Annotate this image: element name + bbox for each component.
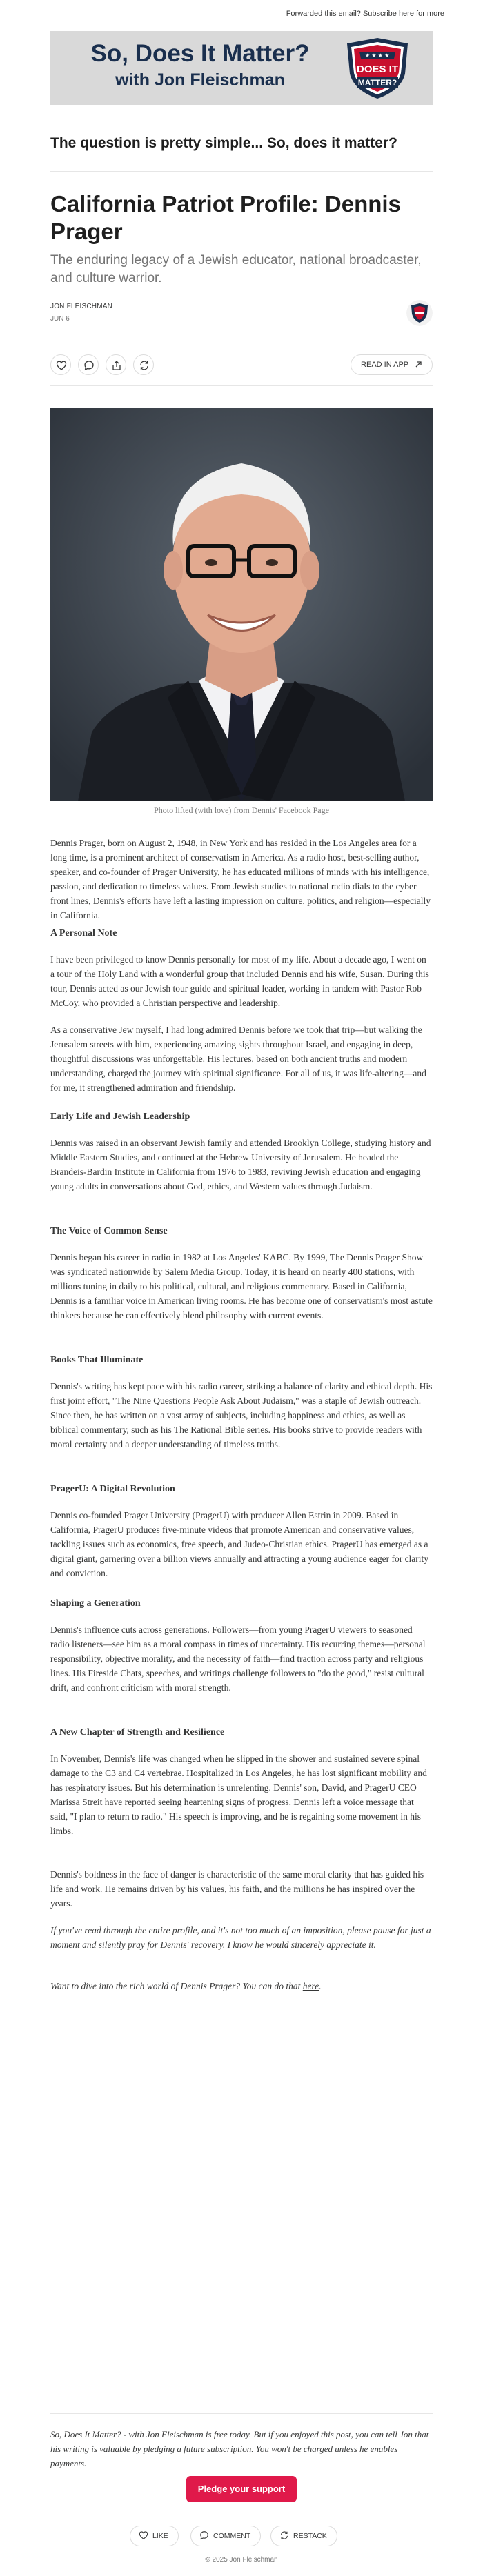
- post-date: JUN 6: [50, 315, 70, 323]
- heart-icon: [139, 2530, 148, 2540]
- section-heading-prageru: PragerU: A Digital Revolution: [50, 1484, 175, 1494]
- read-in-app-label: READ IN APP: [361, 361, 408, 369]
- forwarded-notice: [286, 10, 444, 18]
- personal-paragraph-1: I have been privileged to know Dennis personally for most of my life. About a decade ago, I went on a tour of the Holy Land with a wonderful group that included Dennis and his wife, Susan. During this tour, Dennis acted as our Jewish tour guide and spiritual leader, working in tandem with Pastor Rob McCoy, who provided a Christian perspective and leadership.: [50, 954, 429, 1008]
- heart-icon: [56, 360, 67, 371]
- books-paragraph: Dennis's writing has kept pace with his radio career, striking a balance of clarity and ethical depth. His first joint effort, "The Nine Questions People Ask About Judaism," was a staple of Jewish outreach. Since then, he has written on a vast array of subjects, including happiness and ethics, as well as biblical commentary, such as his The Rational Bible series. His books strive to provide readers with moral certainty and a deeper understanding of timeless truths.: [50, 1381, 433, 1449]
- comment-icon: [83, 360, 95, 371]
- restack-icon: [279, 2530, 289, 2540]
- restack-button[interactable]: [133, 354, 154, 375]
- post-actions-bar: [50, 345, 433, 386]
- post-title[interactable]: California Patriot Profile: Dennis Prager: [50, 191, 401, 244]
- subscribe-link[interactable]: Subscribe here: [362, 10, 414, 18]
- voice-paragraph: Dennis began his career in radio in 1982 at Los Angeles' KABC. By 1999, The Dennis Prager Show was syndicated nationwide by Salem Media Group. Today, it is heard on nearly 400 stations, with millions tuning in daily to his political, cultural, and religious commentary. Based in California, Dennis is a familiar voice in American living rooms. He has become one of conservatism's most astute thinkers because he can effectively blend philosophy with current events.: [50, 1252, 433, 1320]
- section-heading-generation: Shaping a Generation: [50, 1598, 141, 1609]
- section-heading-personal: A Personal Note: [50, 928, 117, 938]
- copyright-notice: © 2025 Jon Fleischman: [205, 2556, 278, 2564]
- new-chapter-paragraph-2: Dennis's boldness in the face of danger is characteristic of the same moral clarity that has guided his life and work. He remains driven by his values, his faith, and the millions he has inspired over the years.: [50, 1869, 424, 1909]
- divider: [50, 171, 433, 172]
- section-heading-books: Books That Illuminate: [50, 1355, 144, 1365]
- does-it-matter-logo-icon: [339, 35, 416, 101]
- dive-in-paragraph: Want to dive into the rich world of Dennis Prager? You can do that here.: [50, 1981, 322, 1991]
- banner-subtitle: with Jon Fleischman: [115, 70, 285, 90]
- badge-text-top: DOES IT: [356, 63, 399, 75]
- section-heading-early-life: Early Life and Jewish Leadership: [50, 1111, 190, 1122]
- early-life-paragraph: Dennis was raised in an observant Jewish family and attended Brooklyn College, studying history and Middle Eastern Studies, and continued at the Hebrew University of Jerusalem. He headed the Brandeis-Bardin Institute in California from 1976 to 1983, reviving Jewish education and engaging young adults in conversations about God, ethics, and Western values through Judaism.: [50, 1138, 431, 1191]
- dennis-prager-photo[interactable]: [50, 408, 433, 801]
- badge-text-bottom: MATTER?: [357, 78, 397, 88]
- dive-in-link[interactable]: here: [302, 1981, 319, 1991]
- restack-icon: [139, 360, 150, 371]
- external-arrow-icon: [415, 361, 422, 368]
- comment-button[interactable]: [78, 354, 99, 375]
- photo-caption: Photo lifted (with love) from Dennis' Facebook Page: [154, 805, 329, 815]
- post-author[interactable]: JON FLEISCHMAN: [50, 303, 113, 310]
- footer-divider: [50, 2413, 433, 2414]
- read-in-app-button[interactable]: [351, 354, 433, 375]
- forwarded-text: Forwarded this email?: [286, 10, 361, 18]
- prayer-request-paragraph: If you've read through the entire profile, and it's not too much of an imposition, please pause for just a moment and silently pray for Dennis' recovery. I know he would sincerely appreciate it.: [50, 1925, 431, 1950]
- forwarded-suffix: for more: [416, 10, 444, 18]
- publication-tagline: The question is pretty simple... So, does it matter?: [50, 135, 397, 151]
- avatar-logo-icon: [406, 300, 433, 326]
- dive-in-text: Want to dive into the rich world of Dennis Prager? You can do that: [50, 1981, 301, 1991]
- pledge-support-button[interactable]: Pledge your support: [186, 2476, 297, 2502]
- intro-paragraph: Dennis Prager, born on August 2, 1948, in New York and has resided in the Los Angeles area for a long time, is a prominent architect of conservatism in America. As a radio host, best-selling author, speaker, and co-founder of Prager University, he has educated millions of minds with his intelligence, passion, and dedication to timeless values. From Jewish studies to national radio dials to the cyber front lines, Dennis's efforts have left a lasting impression on culture, politics, and religion—especially in California.: [50, 838, 431, 920]
- post-subtitle: The enduring legacy of a Jewish educator, national broadcaster, and culture warrior.: [50, 253, 422, 285]
- share-button[interactable]: [106, 354, 126, 375]
- author-avatar[interactable]: [406, 300, 433, 326]
- personal-paragraph-2: As a conservative Jew myself, I had long admired Dennis before we took that trip—but walking the Jerusalem streets with him, experiencing amazing sights throughout Israel, and engaging in deep, thoughtful discussions was unforgettable. His lectures, based on both ancient truths and modern understanding, charged the journey with spiritual significance. For all of us, it was life-altering—and for me, it strengthened admiration and friendship.: [50, 1025, 426, 1093]
- footer-comment-label: COMMENT: [213, 2532, 251, 2540]
- pledge-cta-text: So, Does It Matter? - with Jon Fleischman is free today. But if you enjoyed this post, you can tell Jon that his writing is valuable by pledging a future subscription. You won't be charged unless he enables payments.: [50, 2429, 429, 2468]
- footer-restack-label: RESTACK: [293, 2532, 327, 2540]
- svg-text:★ ★ ★ ★: ★ ★ ★ ★: [365, 52, 390, 59]
- footer-like-button[interactable]: [130, 2526, 179, 2546]
- new-chapter-paragraph-1: In November, Dennis's life was changed when he slipped in the shower and sustained severe spinal damage to the C3 and C4 vertebrae. Hospitalized in Los Angeles, he has lost significant mobility and has respiratory issues. But his determination is unrelenting. Dennis' son, David, and PragerU CEO Marissa Streit have reported seeing heartening signs of progress. Dennis left a voice message that said, "I plan to return to radio." His speech is improving, and he is regaining some movement in his limbs.: [50, 1753, 427, 1836]
- comment-icon: [199, 2530, 209, 2540]
- share-icon: [111, 360, 122, 371]
- section-heading-new-chapter: A New Chapter of Strength and Resilience: [50, 1727, 225, 1738]
- portrait-image: [50, 408, 433, 801]
- like-button[interactable]: [50, 354, 71, 375]
- footer-restack-button[interactable]: [270, 2526, 337, 2546]
- section-heading-voice: The Voice of Common Sense: [50, 1226, 168, 1236]
- footer-like-label: LIKE: [152, 2532, 168, 2540]
- generation-paragraph: Dennis's influence cuts across generations. Followers—from young PragerU viewers to seasoned radio listeners—see him as a moral compass in times of uncertainty. His recurring themes—personal responsibility, objective morality, and the necessity of faith—find traction across party and religious lines. His Fireside Chats, speeches, and writings challenge followers to "do the good," resist cultural drift, and confront criticism with moral strength.: [50, 1624, 426, 1693]
- footer-comment-button[interactable]: [190, 2526, 261, 2546]
- banner-title: So, Does It Matter?: [90, 40, 310, 67]
- publication-banner[interactable]: [50, 31, 433, 105]
- prageru-paragraph: Dennis co-founded Prager University (PragerU) with producer Allen Estrin in 2009. Based in California, PragerU produces five-minute videos that promote American and conservative values, tackling issues such as economics, free speech, and Judeo-Christian ethics. PragerU has emerged as a digital giant, garnering over a billion views annually and attracting a young audience eager for clarity and conviction.: [50, 1510, 429, 1578]
